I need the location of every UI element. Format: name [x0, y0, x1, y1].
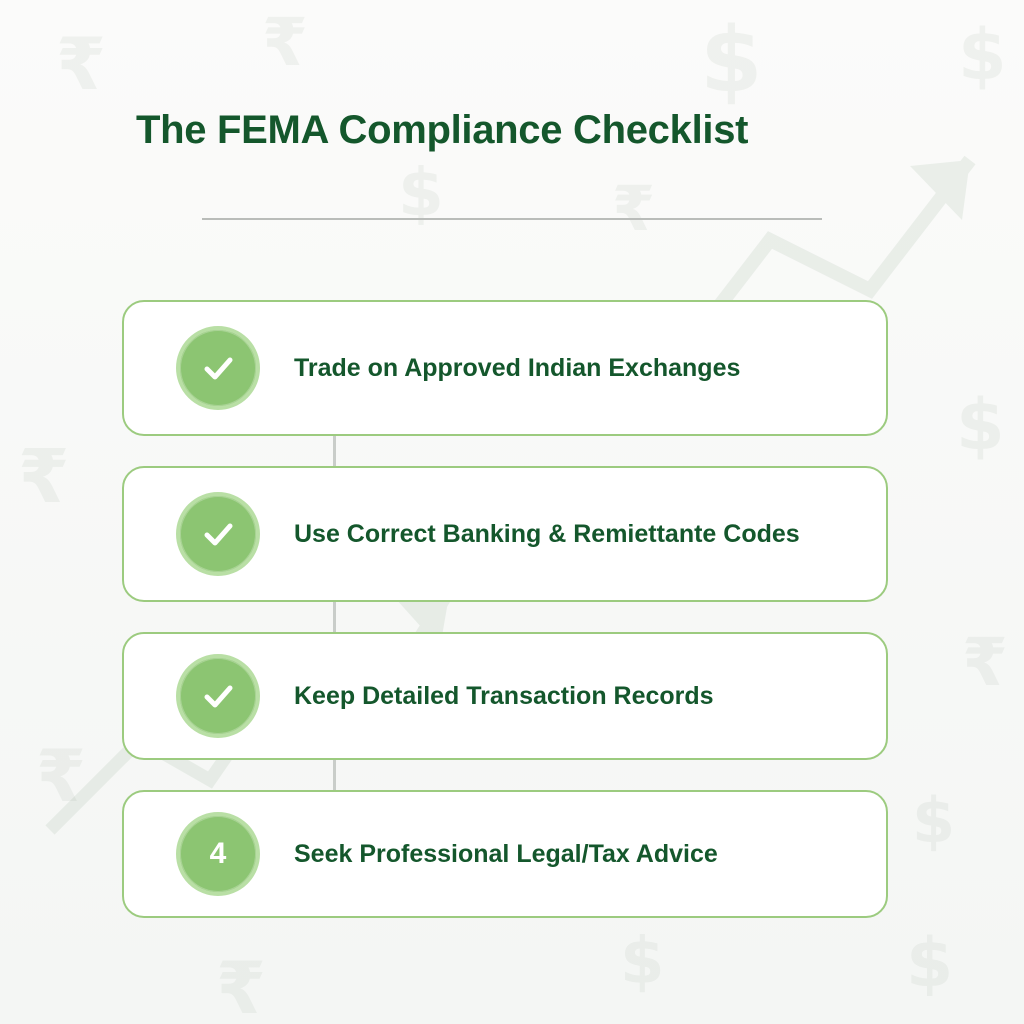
step-number-badge [176, 812, 260, 896]
dollar-watermark-icon: $ [912, 784, 956, 857]
connector-line [333, 602, 336, 632]
checklist-item[interactable] [122, 300, 888, 436]
title-divider [202, 218, 822, 220]
dollar-watermark-icon: $ [620, 925, 665, 999]
checklist-item[interactable] [122, 632, 888, 760]
checklist-item[interactable] [122, 466, 888, 602]
check-icon [176, 326, 260, 410]
rupee-watermark-icon: ₹ [962, 624, 1008, 701]
step-number-label: 4 [209, 837, 227, 870]
check-icon [176, 654, 260, 738]
checklist-item-label: Use Correct Banking & Remiettante Codes [294, 519, 800, 548]
dollar-watermark-icon: $ [956, 384, 1005, 466]
rupee-watermark-icon: ₹ [262, 4, 308, 81]
dollar-watermark-icon: $ [958, 14, 1007, 96]
dollar-watermark-icon: $ [906, 924, 954, 1003]
rupee-watermark-icon: ₹ [36, 734, 87, 818]
connector-line [333, 760, 336, 790]
rupee-watermark-icon: ₹ [612, 172, 656, 245]
connector-line [333, 436, 336, 466]
rupee-watermark-icon: ₹ [18, 434, 70, 520]
checklist [122, 300, 888, 918]
rupee-watermark-icon: ₹ [216, 946, 267, 1024]
checklist-item-label: Keep Detailed Transaction Records [294, 681, 714, 710]
checklist-item[interactable] [122, 790, 888, 918]
page-title: The FEMA Compliance Checklist [136, 108, 749, 152]
checklist-item-label: Trade on Approved Indian Exchanges [294, 353, 741, 382]
check-icon [176, 492, 260, 576]
rupee-watermark-icon: ₹ [56, 22, 107, 106]
dollar-watermark-icon: $ [398, 154, 444, 231]
dollar-watermark-icon: $ [700, 8, 763, 113]
checklist-item-label: Seek Professional Legal/Tax Advice [294, 839, 718, 868]
